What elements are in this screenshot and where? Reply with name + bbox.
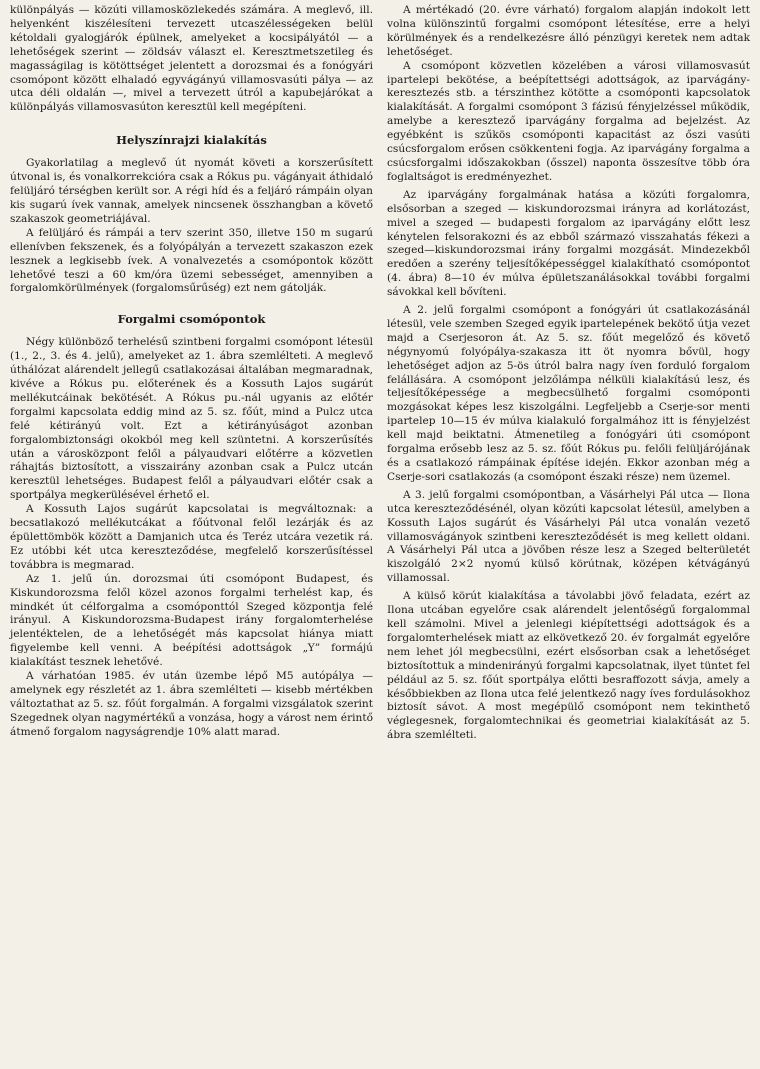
paragraph: A várhatóan 1985. év után üzembe lépő M5 autópálya — amelynek egy részletét az 1. ábra szemlélteti — kisebb mértékben változtathat az 5. sz. főút forgalmán. A forgalmi vizsgálatok szerint Szegednek olyan nagymértékű a vonzása, hogy a várost nem érintő átmenő forgalom nagyságrendje 10% alatt marad. <box>10 670 373 738</box>
paragraph: Gyakorlatilag a meglevő út nyomát követi a korszerűsített útvonal is, és vonalkorrekcióra csak a Rókus pu. vágányait áthidaló felüljáró térségben került sor. A régi híd és a feljáró rámpáin olyan kis sugarú ívek vannak, amelyek nincsenek összhangban a követő szakaszok geometriájával. <box>10 157 373 225</box>
right-column <box>387 4 750 1069</box>
paragraph: A mértékadó (20. évre várható) forgalom alapján indokolt lett volna különszintű forgalmi csomópont létesítése, erre a helyi körülmények és a rendelkezésre álló pénzügyi keretek nem adtak lehetőséget. <box>387 4 750 58</box>
paragraph: A 3. jelű forgalmi csomópontban, a Vásárhelyi Pál utca — Ilona utca kereszteződésénél, olyan közúti kapcsolat létesül, amelyben a Kossuth Lajos sugárút és Vásárhelyi Pál utca vonalán vezető villamosvágányok szintbeni kereszteződését is meg kellett oldani. A Vásárhelyi Pál utca a jövőben része lesz a Szeged belterületét kiszolgáló 2×2 nyomú külső körútnak, középen kétvágányú villamossal. <box>387 488 750 585</box>
paragraph: különpályás — közúti villamosközlekedés számára. A meglevő, ill. helyenként kiszélesíteni tervezett utcaszélességeken belül kétoldali gyalogjárók épülnek, amelyeket a kocsipályától — a lehetőségek szerint — zöldsáv választ el. Keresztmetszetileg és magasságilag is kötöttséget jelentett a dorozsmai és a fonógyári csomópont között elhaladó egyvágányú villamosvasúti pálya — az utca déli oldalán —, mivel a tervezett útról a kapubejárókat a különpályás villamosvasúton keresztül kell megépíteni. <box>10 4 373 114</box>
left-column <box>10 4 373 1069</box>
paragraph: A külső körút kialakítása a távolabbi jövő feladata, ezért az Ilona utcában egyelőre csak alárendelt jelentőségű forgalommal kell számolni. Mivel a jelenlegi kiépítettségi adottságok és a forgalomterhelések miatt az elkövetkező 20. év forgalmát egyelőre nem lehet jól megbecsülni, ezért elsősorban csak a lehetőséget biztosítottuk a mindenirányú forgalmi kapcsolatnak, ilyet tüntet fel például az 5. sz. főút sportpálya előtti besraffozott sávja, amely a későbbiekben az Ilona utca felé jelentkező nagy íves fordulásokhoz biztosít sávot. A most megépülő csomópont nem tekinthető véglegesnek, forgalomtechnikai és geometriai kialakítását az 5. ábra szemlélteti. <box>387 590 750 742</box>
section-heading: Helyszínrajzi kialakítás <box>116 133 267 148</box>
paragraph: A Kossuth Lajos sugárút kapcsolatai is megváltoznak: a becsatlakozó mellékutcákat a főútvonal felől lezárják és az épülettömbök között a Damjanich utca és Teréz utcára vezetik rá. Ez utóbbi két utca kereszteződése, megfelelő korszerűsítéssel továbbra is megmarad. <box>10 503 373 571</box>
paragraph: A 2. jelű forgalmi csomópont a fonógyári út csatlakozásánál létesül, vele szemben Szeged egyik ipartelepének bekötő útja vezet majd a Cserjesoron át. Az 5. sz. főút megelőző és követő négynyomú folyópálya-szakasza itt öt nyomra bővül, hogy lehetőséget adjon az 5-ös útról balra nagy íven forduló forgalom felállására. A csomópont jelzőlámpa nélküli kialakítású lesz, és teljesítőképessége a megbecsülhető forgalmi csomóponti mozgásokat képes lesz kiszolgálni. Legfeljebb a Cserje-sor menti ipartelep 10—15 év múlva kialakuló forgalmához itt is fényjelzést kell majd beiktatni. Átmenetileg a fonógyári úti csomópont forgalma erősebb lesz az 5. sz. főút Rókus pu. felőli felüljárójának és a csatlakozó rámpáinak építése idején. Ekkor azonban még a Cserje-sori csatlakozás (a csomópont északi része) nem üzemel. <box>387 304 750 483</box>
paragraph: Az 1. jelű ún. dorozsmai úti csomópont Budapest, és Kiskundorozsma felől közel azonos forgalmi terhelést kap, és mindkét út célforgalma a csomóponttól Szeged központja felé irányul. A Kiskundorozsma-Budapest irány forgalomterhelése jelentéktelen, de a lehetőségét más kapcsolat hiánya miatt figyelembe kell venni. A beépítési adottságok „Y” formájú kialakítást tesznek lehetővé. <box>10 572 373 669</box>
paragraph: Az iparvágány forgalmának hatása a közúti forgalomra, elsősorban a szeged — kiskundorozsmai irányra ad korlátozást, mivel a szeged — budapesti forgalom az iparvágány előtt lesz kénytelen felsorakozni és az ebből származó visszahatás fékezi a szeged—kiskundorozsmai irány forgalmi mozgását. Mindezekből eredően a szerény teljesítőképességgel kialakítható csomópontot (4. ábra) 8—10 év múlva épületszanálásokkal további forgalmi sávokkal kell bővíteni. <box>387 188 750 299</box>
paragraph: A csomópont közvetlen közelében a városi villamosvasút ipartelepi bekötése, a beépítettségi adottságok, az iparvágány-keresztezés stb. a térszinthez kötötte a csomóponti kapcsolatok kialakítását. A forgalmi csomópont 3 fázisú fényjelzéssel működik, amelybe a keresztező iparvágány forgalma ad bejelzést. Az egyébként is szűkös csomóponti kapacitást az őszi vasúti csúcsforgalom erősen csökkenteni fogja. Az iparvágány forgalma a csúcsforgalmi időszakokban (ősszel) naponta összesítve több óra foglaltságot is eredményezhet. <box>387 59 750 183</box>
section-heading: Forgalmi csomópontok <box>117 312 266 327</box>
paragraph: A felüljáró és rámpái a terv szerint 350, illetve 150 m sugarú ellenívben fekszenek, és a folyópályán a tervezett szakaszon ezek lesznek a legkisebb ívek. A vonalvezetés a csomópontok között lehetővé teszi a 60 km/óra üzemi sebességet, amennyiben a forgalomkörülmények (forgalomsűrűség) ezt nem gátolják. <box>10 226 373 295</box>
paragraph: Négy különböző terhelésű szintbeni forgalmi csomópont létesül (1., 2., 3. és 4. jelű), amelyeket az 1. ábra szemlélteti. A meglevő úthálózat alárendelt jellegű csatlakozásai általában megmaradnak, kivéve a Rókus pu. előterének és a Kossuth Lajos sugárút mellékutcáinak bekötését. A Rókus pu.-nál ugyanis az előtér forgalmi kapcsolata eddig mind az 5. sz. főút, mind a Pulcz utca felé kétirányú volt. Ezt a kétirányúságot azonban forgalombiztonsági okokból meg kell szüntetni. A korszerűsítés után a városközpont felől a pályaudvari előtérre a közvetlen ráhajtás biztosított, a visszairány azonban csak a Pulcz utcán keresztül lehetséges. Budapest felől a pályaudvari előtér csak a sportpálya megkerülésével érhető el. <box>10 336 373 502</box>
